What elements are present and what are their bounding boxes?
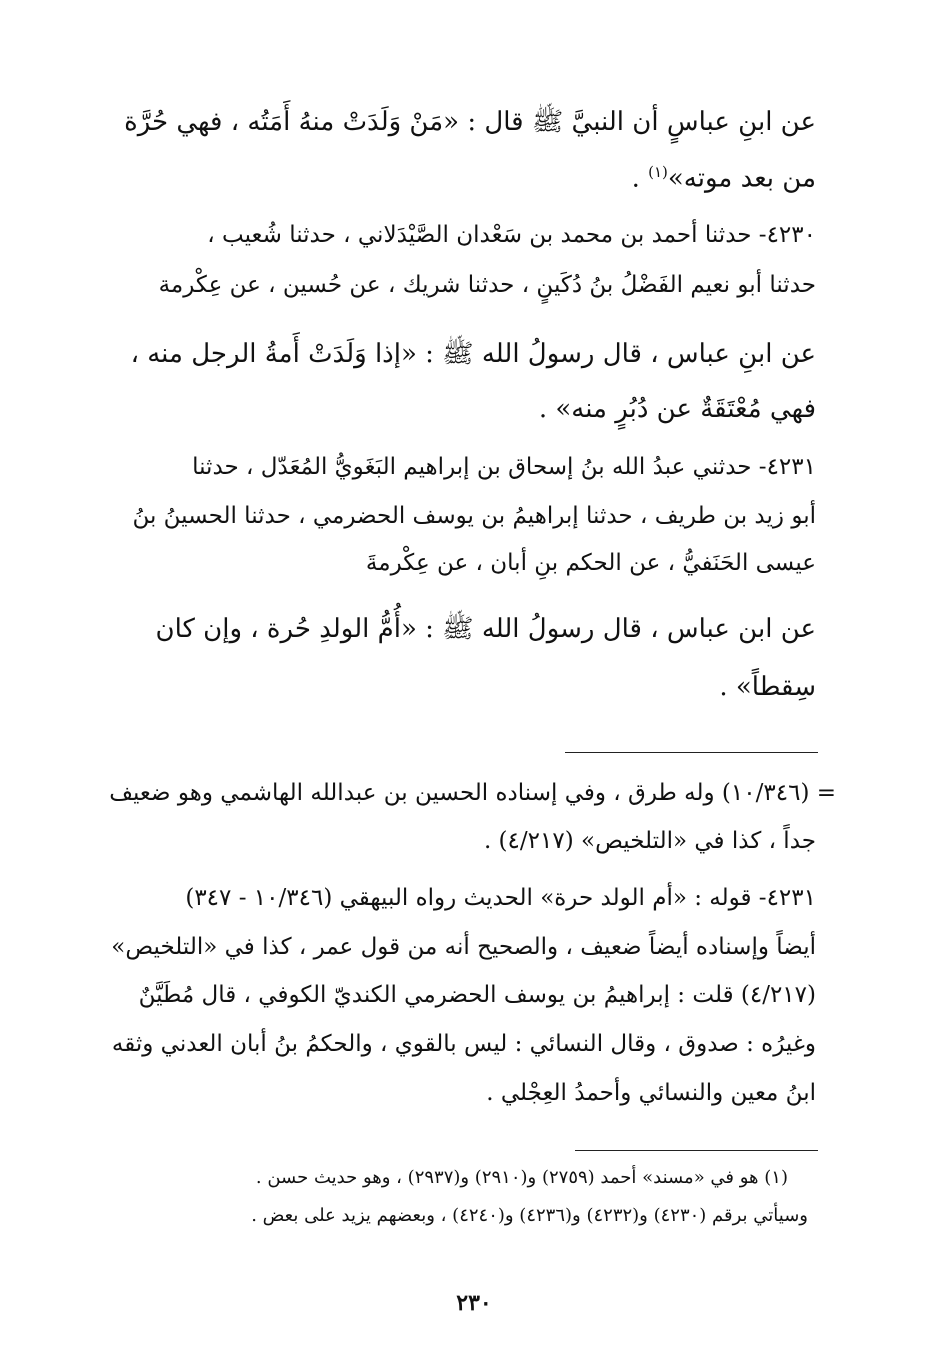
page-number: ٢٣٠ [456,1290,492,1316]
isnad-line: حدثنا أبو نعيم الفَضْلُ بنُ دُكَينٍ ، حدثنا شريك ، عن حُسين ، عن عِكْرمة [158,272,816,298]
footnote-line: (١) هو في «مسند» أحمد (٢٧٥٩) و(٢٩١٠) و(٢٩٣٧) ، وهو حديث حسن . [255,1167,788,1188]
matn-line: سِقطاً» . [719,672,816,702]
matn-text: من بعد موته» [667,163,816,194]
note-line: جداً ، كذا في «التلخيص» (٤/٢١٧) . [483,828,816,854]
footnote-separator [575,1150,818,1151]
matn-line: عن ابنِ عباسٍ أن النبيَّ ﷺ قال : «مَنْ وَلَدَتْ منهُ أَمَتُه ، فهي حُرَّة [124,107,816,137]
note-line: أيضاً وإسناده أيضاً ضعيف ، والصحيح أنه من قول عمر ، كذا في «التلخيص» [111,934,816,960]
matn-line: عن ابنِ عباس ، قال رسولُ الله ﷺ : «إذا وَلَدَتْ أَمةُ الرجل منه ، [130,339,816,369]
footnote-reference: (١) [648,163,668,181]
matn-line: فهي مُعْتَقَةٌ عن دُبُرٍ منه» . [538,394,816,424]
isnad-line: ٤٢٣١- حدثني عبدُ الله بنُ إسحاق بن إبراهيم البَغَويُّ المُعَدّل ، حدثنا [192,454,816,480]
isnad-line: ٤٢٣٠- حدثنا أحمد بن محمد بن سَعْدان الصَّيْدَلاني ، حدثنا شُعيب ، [207,222,816,248]
punctuation: . [631,163,649,194]
isnad-line: عيسى الحَنَفيُّ ، عن الحكم بنِ أبان ، عن عِكْرمةَ [365,550,816,576]
note-line: (٤/٢١٧) قلت : إبراهيمُ بن يوسف الحضرمي الكنديّ الكوفي ، قال مُطَيَّنٌ [138,982,816,1008]
footnote-line: وسيأتي برقم (٤٢٣٠) و(٤٢٣٢) و(٤٢٣٦) و(٤٢٤٠) ، وبعضهم يزيد على بعض . [251,1205,808,1226]
isnad-line: أبو زيد بن طريف ، حدثنا إبراهيمُ بن يوسف الحضرمي ، حدثنا الحسينُ بنُ [132,503,816,529]
notes-separator [565,752,818,753]
note-line: وغيرُه : صدوق ، وقال النسائي : ليس بالقوي ، والحكمُ بنُ أبان العدني وثقه [111,1031,816,1057]
note-line: ابنُ معين والنسائي وأحمدُ العِجْلي . [486,1080,816,1106]
matn-line: عن ابن عباس ، قال رسولُ الله ﷺ : «أُمُّ الولدِ حُرة ، وإن كان [155,614,816,644]
matn-line [632,163,816,194]
note-line: ٤٢٣١- قوله : «أم الولد حرة» الحديث رواه البيهقي (١٠/٣٤٦ - ٣٤٧) [185,885,816,911]
note-line: = (١٠/٣٤٦) وله طرق ، وفي إسناده الحسين بن عبدالله الهاشمي وهو ضعيف [109,780,836,806]
